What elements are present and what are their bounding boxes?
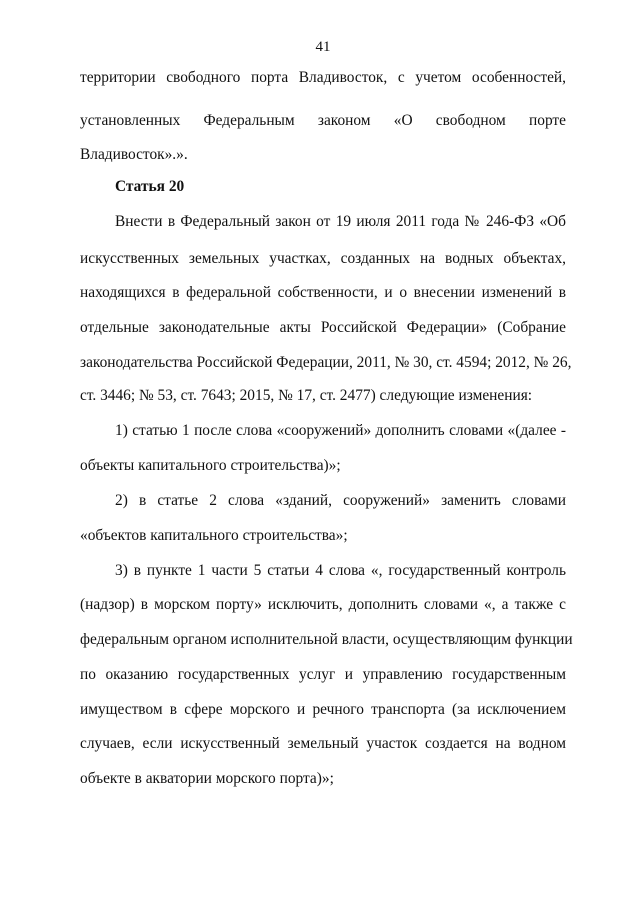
text-line: установленных Федеральным законом «О свободном порте: [80, 112, 566, 129]
text-line: территории свободного порта Владивосток, с учетом особенностей,: [80, 69, 566, 86]
text-line: отдельные законодательные акты Российской Федерации» (Собрание: [80, 319, 566, 336]
text-line: имуществом в сфере морского и речного транспорта (за исключением: [80, 701, 566, 718]
text-line: находящихся в федеральной собственности, и о внесении изменений в: [80, 284, 566, 301]
text-line: искусственных земельных участках, созданных на водных объектах,: [80, 250, 566, 267]
text-line: законодательства Российской Федерации, 2011, № 30, ст. 4594; 2012, № 26,: [80, 354, 572, 371]
page-number: 41: [315, 39, 331, 55]
text-line: ст. 3446; № 53, ст. 7643; 2015, № 17, ст. 2477) следующие изменения:: [80, 387, 533, 404]
text-line: Владивосток».».: [80, 146, 188, 163]
document-page: [80, 0, 573, 905]
text-line: по оказанию государственных услуг и управлению государственным: [80, 666, 566, 683]
text-line: объекты капитального строительства)»;: [80, 457, 341, 474]
text-line: случаев, если искусственный земельный участок создается на водном: [80, 735, 566, 752]
text-line: 1) статью 1 после слова «сооружений» дополнить словами «(далее -: [115, 422, 566, 439]
text-line: Внести в Федеральный закон от 19 июля 2011 года № 246-ФЗ «Об: [115, 213, 566, 230]
text-line: 2) в статье 2 слова «зданий, сооружений» заменить словами: [115, 492, 566, 509]
text-line: объекте в акватории морского порта)»;: [80, 770, 334, 787]
text-line: 3) в пункте 1 части 5 статьи 4 слова «, государственный контроль: [115, 562, 566, 579]
article-heading: Статья 20: [115, 178, 185, 195]
text-line: «объектов капитального строительства»;: [80, 527, 348, 544]
text-line: федеральным органом исполнительной власти, осуществляющим функции: [80, 631, 573, 648]
text-line: (надзор) в морском порту» исключить, дополнить словами «, а также с: [80, 596, 566, 613]
